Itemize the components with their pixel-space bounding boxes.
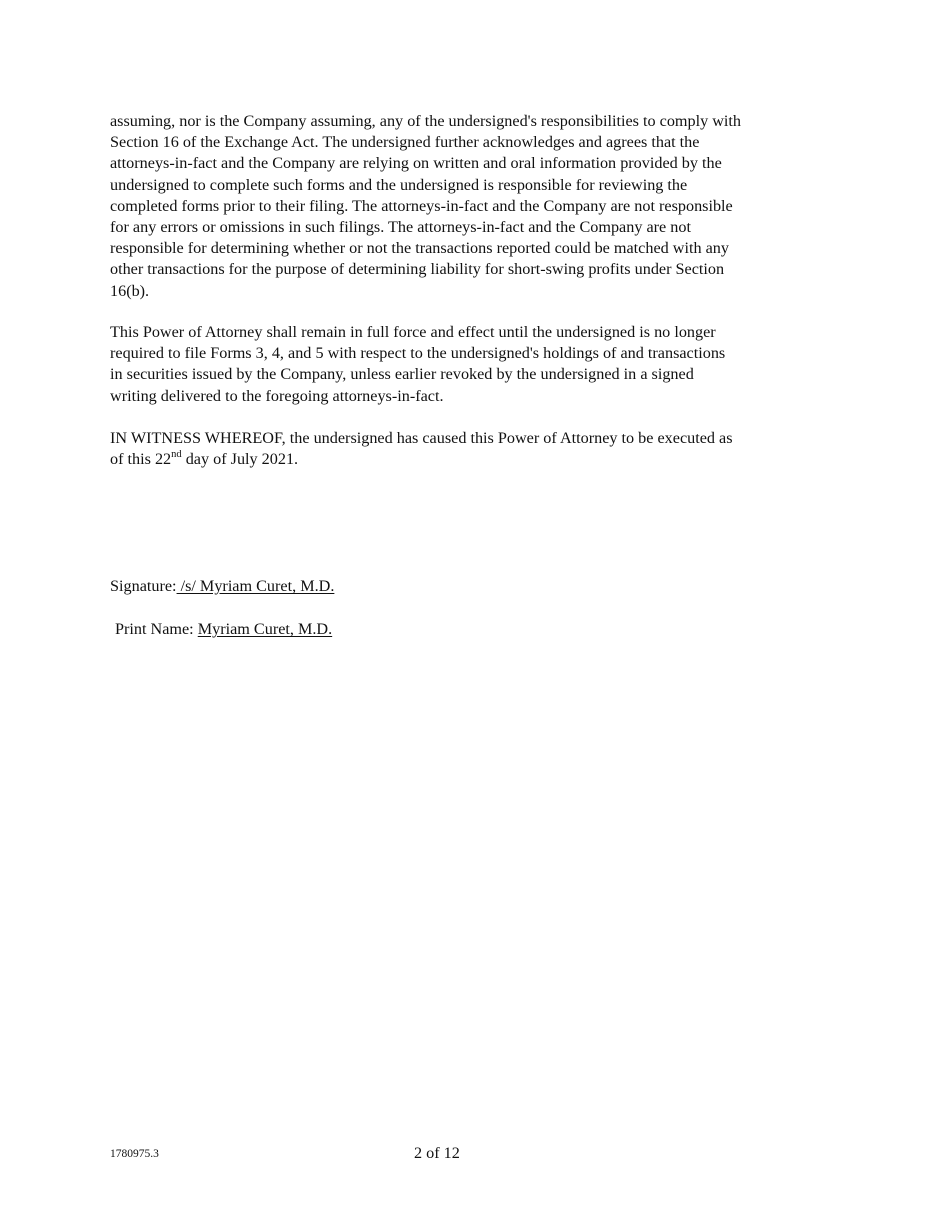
signature-value: /s/ Myriam Curet, M.D. [176,577,335,595]
print-name-value: Myriam Curet, M.D. [197,620,333,638]
paragraph-line-date [110,449,830,470]
paragraph-line: for any errors or omissions in such filings. The attorneys-in-fact and the Company are not [110,218,691,237]
print-name-row [115,619,332,640]
footer-page-number: 2 of 12 [414,1144,460,1162]
paragraph-line: responsible for determining whether or not the transactions reported could be matched with any [110,239,729,258]
paragraph-line: 16(b). [110,281,150,300]
signature-label: Signature: [110,577,177,595]
paragraph-line: completed forms prior to their filing. The attorneys-in-fact and the Company are not responsible [110,196,733,215]
signature-row [110,576,334,597]
paragraph-line: assuming, nor is the Company assuming, any of the undersigned's responsibilities to comply with [110,112,742,130]
paragraph-line: other transactions for the purpose of determining liability for short-swing profits under Section [110,260,725,279]
paragraph-line: Section 16 of the Exchange Act. The undersigned further acknowledges and agrees that the [110,133,700,152]
paragraph-duration [110,322,830,407]
paragraph-line: required to file Forms 3, 4, and 5 with respect to the undersigned's holdings of and transactions [110,344,726,363]
paragraph-responsibilities [110,111,830,302]
paragraph-line: writing delivered to the foregoing attorneys-in-fact. [110,386,444,405]
print-name-label: Print Name: [115,620,198,638]
date-suffix: day of July 2021. [181,450,299,469]
paragraph-line: in securities issued by the Company, unless earlier revoked by the undersigned in a signed [110,365,694,384]
footer-document-id: 1780975.3 [110,1148,159,1160]
paragraph-line: This Power of Attorney shall remain in full force and effect until the undersigned is no longer [110,323,716,341]
ordinal-superscript: nd [171,448,182,460]
paragraph-witness [110,428,830,470]
paragraph-line: undersigned to complete such forms and the undersigned is responsible for reviewing the [110,175,688,194]
date-prefix: of this 22 [110,450,172,469]
paragraph-line: attorneys-in-fact and the Company are relying on written and oral information provided by the [110,154,722,173]
paragraph-line: IN WITNESS WHEREOF, the undersigned has caused this Power of Attorney to be executed as [110,429,733,447]
